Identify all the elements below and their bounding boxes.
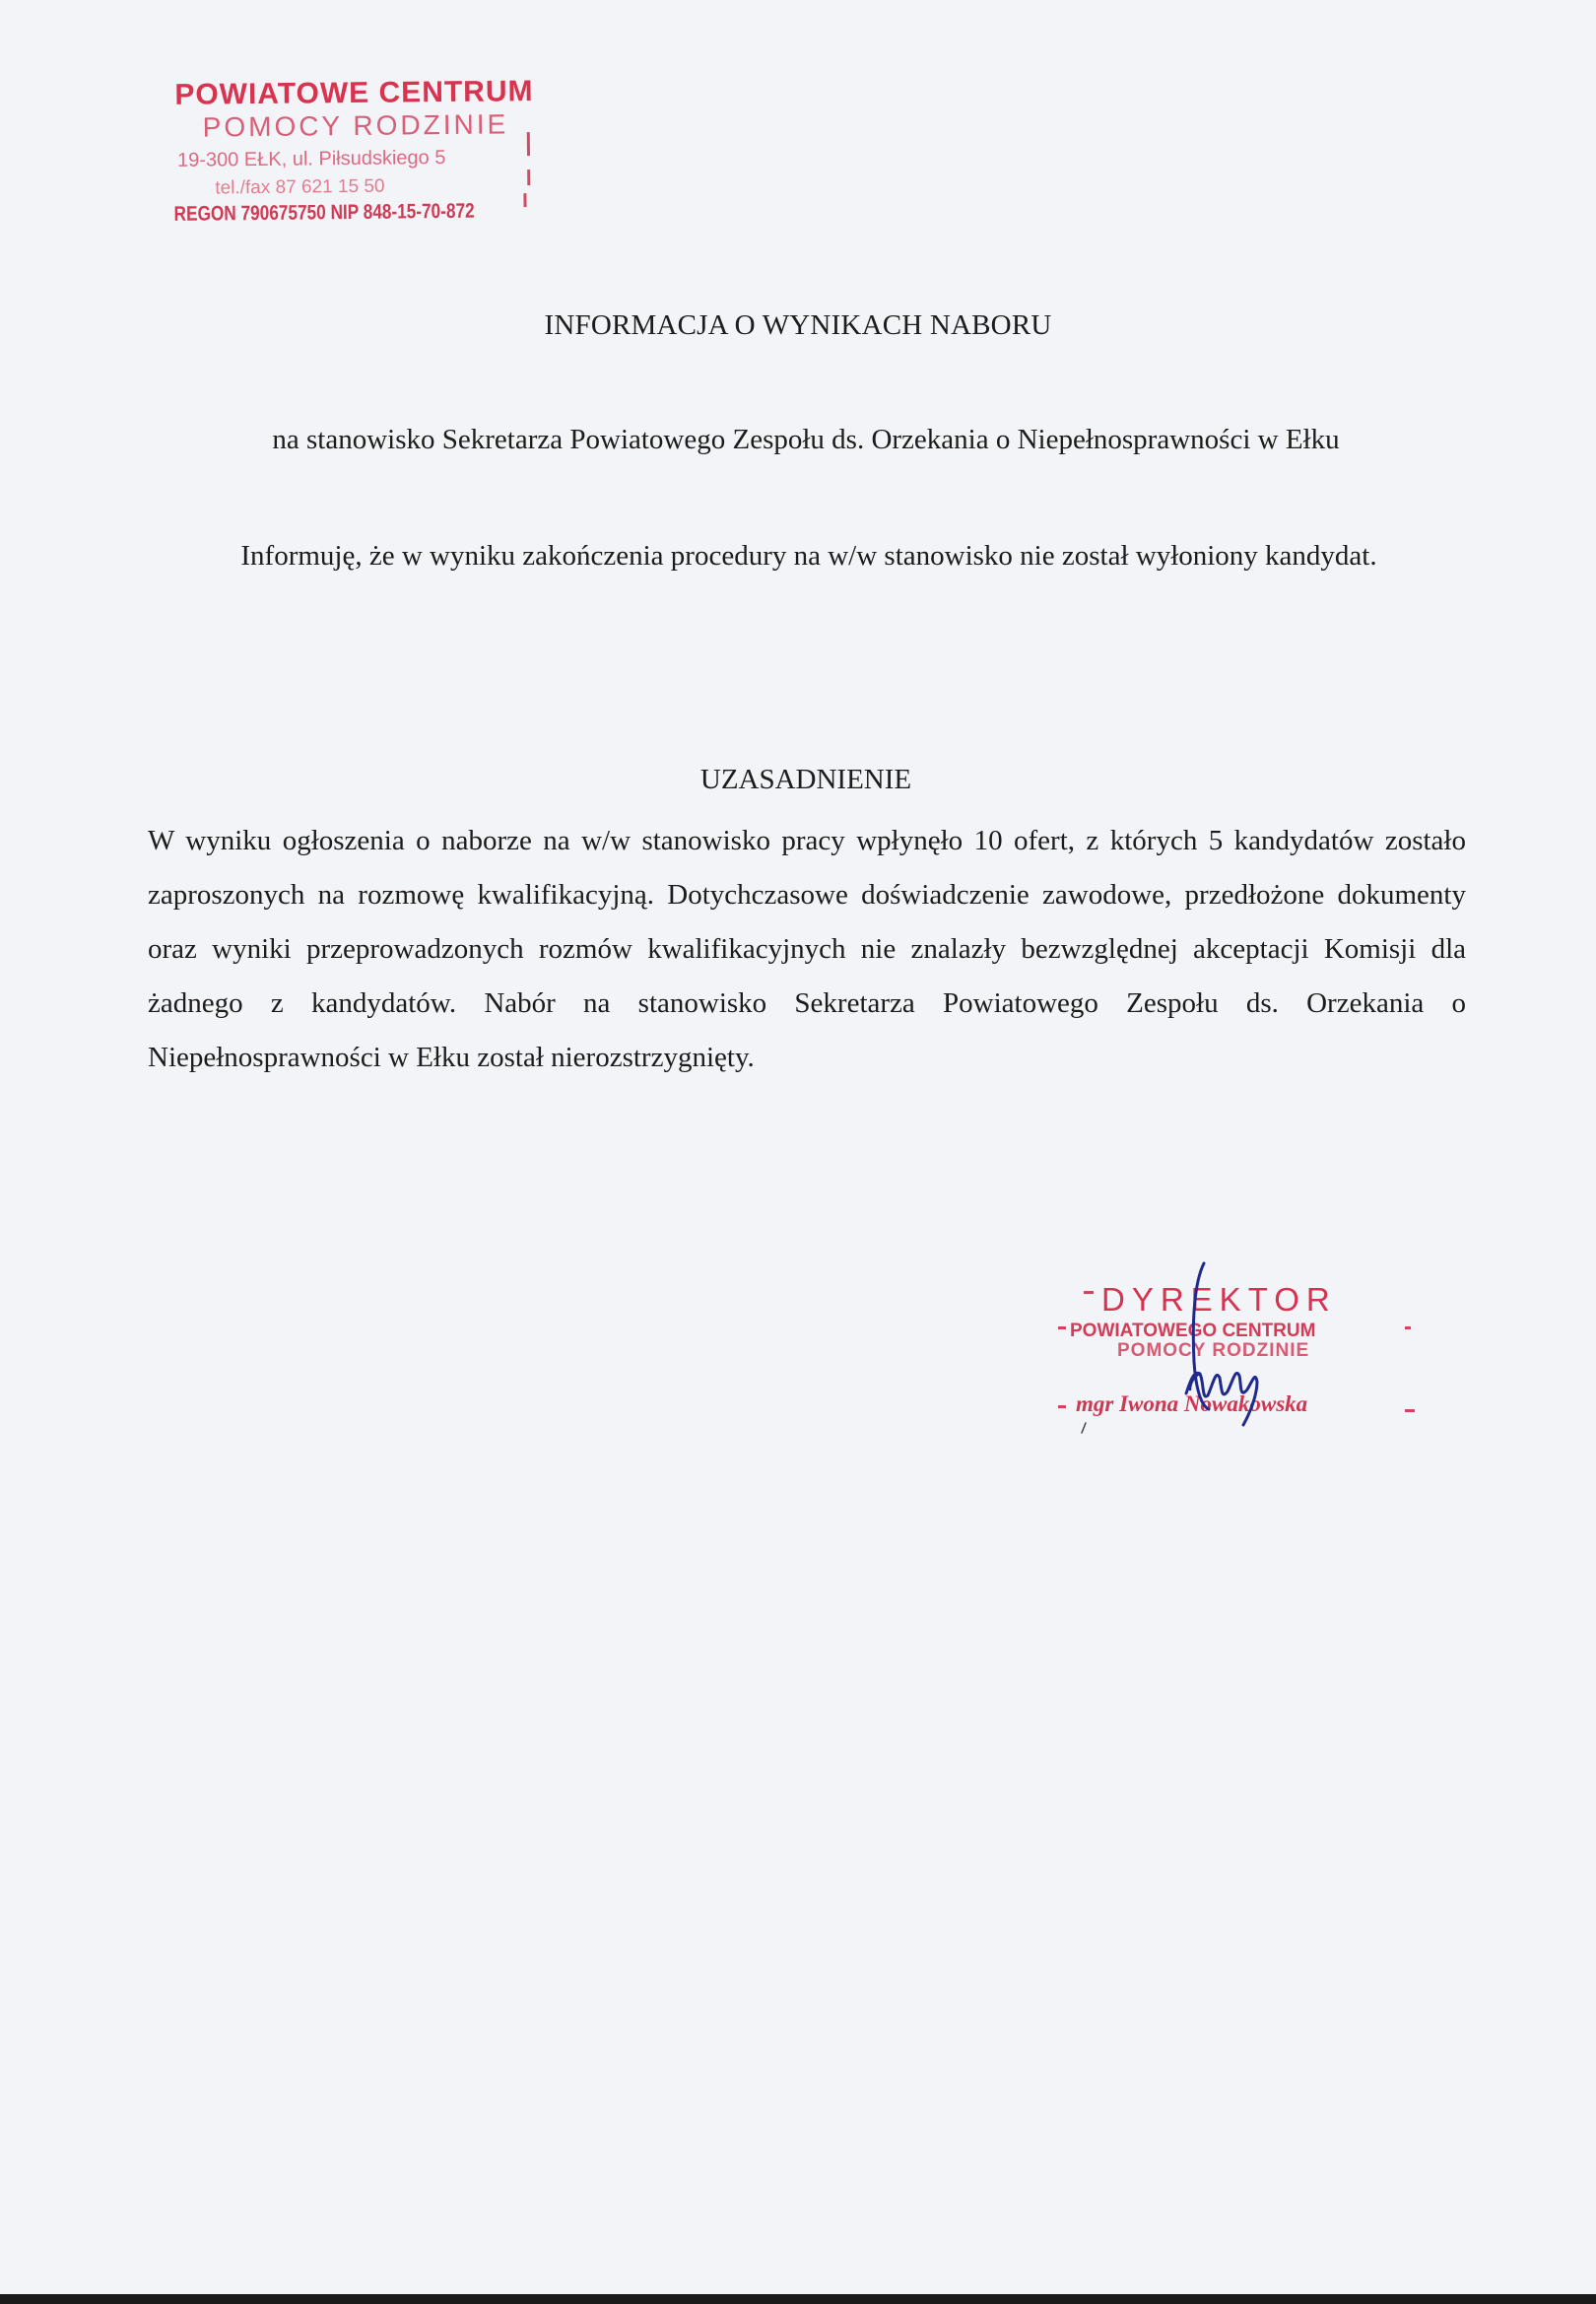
stamp-address: 19-300 EŁK, ul. Piłsudskiego 5 [176, 147, 446, 171]
director-name: mgr Iwona Nowakowska [1076, 1391, 1308, 1416]
stamp-institution-line1: POWIATOWE CENTRUM [174, 75, 534, 111]
institution-stamp [168, 75, 537, 237]
director-stamp-line3: POMOCY RODZINIE [1117, 1340, 1310, 1361]
justification-paragraph: W wyniku ogłoszenia o naborze na w/w stanowisko pracy wpłynęło 10 ofert, z których 5 kandydatów zostało zaproszonych na rozmowę kwalifikacyjną. Dotychczasowe doświadczenie zawodowe, przedłożone dokumenty oraz wyniki przeprowadzonych rozmów kwalifikacyjnych nie znalazły bezwzględnej akceptacji Komisji dla żadnego z kandydatów. Nabór na stanowisko Sekretarza Powiatowego Zespołu ds. Orzekania o Niepełnosprawności w Ełku został nierozstrzygnięty. [148, 825, 1466, 1073]
handwritten-signature [1046, 1244, 1302, 1441]
director-stamp [1046, 1277, 1421, 1435]
director-stamp-title: DYREKTOR [1101, 1281, 1337, 1318]
justification-heading: UZASADNIENIE [699, 764, 912, 795]
document-subtitle: na stanowisko Sekretarza Powiatowego Zespołu ds. Orzekania o Niepełnosprawności w Ełku [272, 424, 1340, 455]
stamp-border-mark [523, 193, 526, 207]
announcement-text: Informuję, że w wyniku zakończenia procedury na w/w stanowisko nie został wyłoniony kandydat. [240, 540, 1377, 572]
stamp-phone-fax: tel./fax 87 621 15 50 [215, 175, 385, 199]
stamp-institution-line2: POMOCY RODZINIE [202, 108, 509, 143]
director-stamp-line2: POWIATOWEGO CENTRUM [1070, 1321, 1316, 1341]
stamp-border-mark [1405, 1326, 1411, 1329]
stamp-border-mark [1405, 1409, 1415, 1412]
document-title: INFORMACJA O WYNIKACH NABORU [544, 309, 1052, 341]
stamp-border-mark [527, 132, 530, 156]
stamp-border-mark [527, 169, 530, 185]
stamp-regon-nip: REGON 790675750 NIP 848-15-70-872 [173, 199, 475, 226]
scan-bottom-edge [0, 2294, 1596, 2304]
